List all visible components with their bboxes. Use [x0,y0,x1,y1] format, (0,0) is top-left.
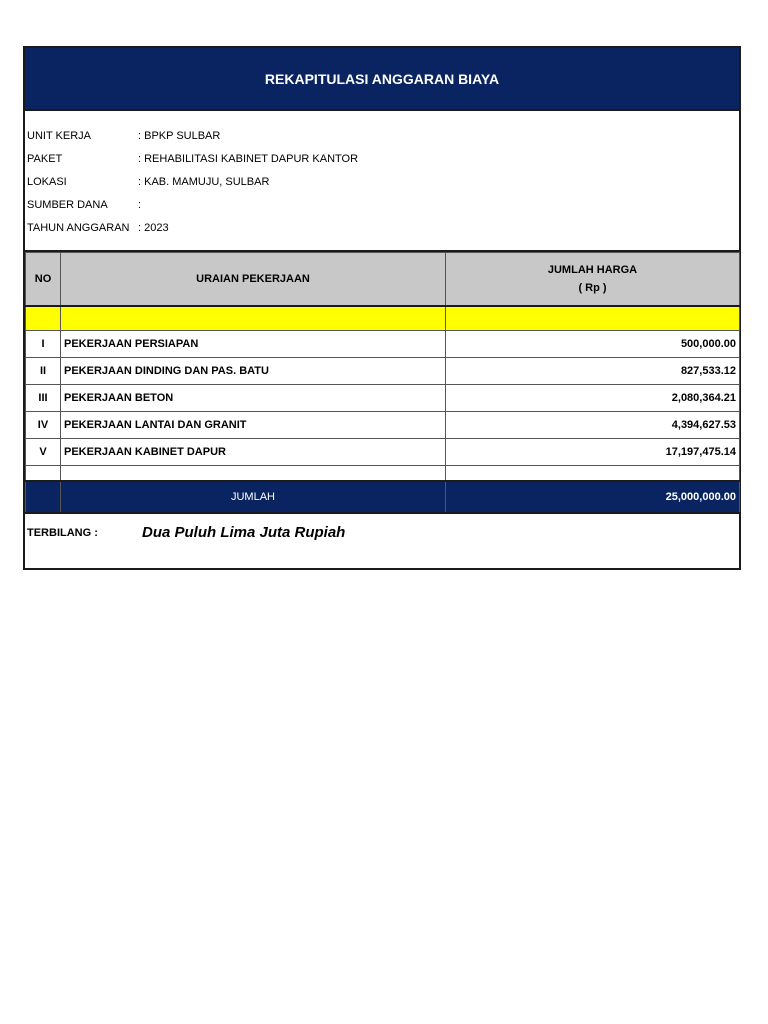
row-number: V [26,439,61,466]
header-amount [446,253,740,306]
spacer-row [26,466,740,481]
info-value: : 2023 [138,221,169,234]
table-row [26,439,740,466]
highlight-row [26,306,740,331]
info-row-lokasi [25,170,739,193]
info-key: UNIT KERJA [27,129,91,142]
info-key: SUMBER DANA [27,198,108,211]
info-row-unit-kerja [25,124,739,147]
info-key: LOKASI [27,175,67,188]
row-number: I [26,331,61,358]
row-description: PEKERJAAN PERSIAPAN [61,331,446,358]
info-key: TAHUN ANGGARAN [27,221,130,234]
row-amount: 500,000.00 [446,331,740,358]
amount-in-words-text: Dua Puluh Lima Juta Rupiah [142,524,346,541]
sheet-title: REKAPITULASI ANGGARAN BIAYA [25,48,739,111]
total-amount: 25,000,000.00 [446,481,740,513]
row-number: II [26,358,61,385]
info-key: PAKET [27,152,63,165]
table-row [26,331,740,358]
budget-recap-sheet [23,46,741,570]
info-row-sumber-dana [25,193,739,216]
row-description: PEKERJAAN KABINET DAPUR [61,439,446,466]
row-amount: 2,080,364.21 [446,385,740,412]
row-number: IV [26,412,61,439]
info-value: : KAB. MAMUJU, SULBAR [138,175,270,188]
total-label: JUMLAH [61,481,446,513]
header-amount-title: JUMLAH HARGA [547,263,638,276]
header-amount-unit: ( Rp ) [578,281,607,294]
header-no: NO [26,253,61,306]
row-description: PEKERJAAN LANTAI DAN GRANIT [61,412,446,439]
amount-in-words [25,514,739,552]
amount-in-words-label: TERBILANG : [27,526,98,539]
table-header-row [26,253,740,306]
row-description: PEKERJAAN DINDING DAN PAS. BATU [61,358,446,385]
info-value: : BPKP SULBAR [138,129,221,142]
row-amount: 17,197,475.14 [446,439,740,466]
info-row-tahun-anggaran [25,216,739,239]
info-row-paket [25,147,739,170]
info-value: : [138,198,142,211]
info-value: : REHABILITASI KABINET DAPUR KANTOR [138,152,359,165]
header-description: URAIAN PEKERJAAN [61,253,446,306]
total-row [26,481,740,513]
table-row [26,358,740,385]
row-amount: 4,394,627.53 [446,412,740,439]
table-row [26,412,740,439]
row-number: III [26,385,61,412]
table-row [26,385,740,412]
row-amount: 827,533.12 [446,358,740,385]
row-description: PEKERJAAN BETON [61,385,446,412]
budget-table [25,252,740,514]
project-info [25,111,739,252]
